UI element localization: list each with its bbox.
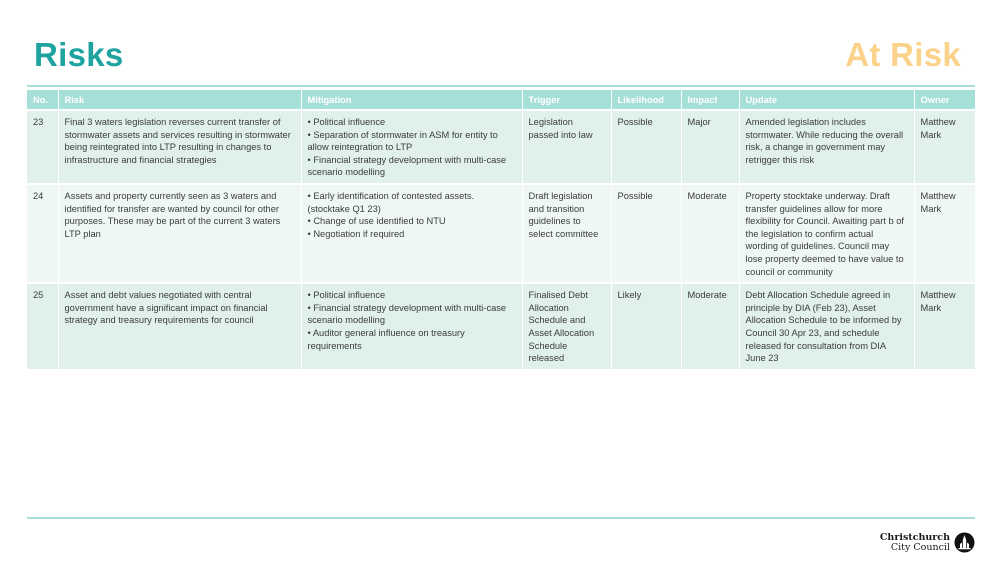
column-header-update: Update — [739, 90, 914, 110]
mitigation-item: • Political influence — [307, 290, 386, 301]
cell-no: 24 — [27, 184, 58, 283]
column-header-owner: Owner — [914, 90, 975, 110]
column-header-trigger: Trigger — [522, 90, 611, 110]
cell-owner: Matthew Mark — [914, 283, 975, 369]
mitigation-item: • Change of use identified to NTU — [307, 216, 446, 227]
cell-owner: Matthew Mark — [914, 184, 975, 283]
cell-update: Debt Allocation Schedule agreed in principle by DIA (Feb 23), Asset Allocation Schedule to be informed by Council 30 Apr 23, and schedule released for consultation from DIA June 23 — [739, 283, 914, 369]
cell-likelihood: Possible — [611, 110, 681, 184]
cell-update: Property stocktake underway. Draft transfer guidelines allow for more flexibility for Council. Awaiting part b of the legislation to confirm actual wording of guidelines. Council may lose property deemed to have value to council or community — [739, 184, 914, 283]
cell-mitigation — [301, 283, 522, 369]
cell-no: 23 — [27, 110, 58, 184]
mitigation-item: • Financial strategy development with multi-case scenario modelling — [307, 154, 507, 178]
status-badge: At Risk — [845, 36, 961, 73]
cell-impact: Moderate — [681, 283, 739, 369]
cell-risk: Asset and debt values negotiated with central government have a significant impact on financial strategy and treasury requirements for council — [58, 283, 301, 369]
cell-risk: Assets and property currently seen as 3 waters and identified for transfer are wanted by council for other purposes. These may be part of the current 3 waters LTP plan — [58, 184, 301, 283]
table-header-row — [27, 90, 975, 110]
cell-owner: Matthew Mark — [914, 110, 975, 184]
logo-line-2: City Council — [890, 541, 950, 553]
column-header-no: No. — [27, 90, 58, 110]
header-divider — [27, 85, 975, 87]
cell-likelihood: Possible — [611, 184, 681, 283]
mitigation-item: • Auditor general influence on treasury requirements — [307, 327, 465, 351]
cell-mitigation — [301, 110, 522, 184]
cell-impact: Major — [681, 110, 739, 184]
mitigation-item: • Financial strategy development with multi-case scenario modelling — [307, 302, 507, 326]
cell-impact: Moderate — [681, 184, 739, 283]
council-logo — [880, 532, 975, 553]
cell-no: 25 — [27, 283, 58, 369]
footer-divider — [27, 517, 975, 519]
cell-likelihood: Likely — [611, 283, 681, 369]
cell-mitigation — [301, 184, 522, 283]
cathedral-emblem-icon — [954, 532, 975, 553]
logo-line-1: Christchurch — [879, 531, 950, 543]
cell-update: Amended legislation includes stormwater. While reducing the overall risk, a change in government may retrigger this risk — [739, 110, 914, 184]
column-header-likelihood: Likelihood — [611, 90, 681, 110]
table-row — [27, 184, 975, 283]
mitigation-item: • Political influence — [307, 117, 386, 127]
page-title: Risks — [34, 36, 124, 73]
mitigation-item: • Negotiation if required — [307, 228, 405, 239]
cell-trigger: Legislation passed into law — [522, 110, 611, 184]
mitigation-item: • Early identification of contested assets. (stocktake Q1 23) — [307, 190, 475, 214]
column-header-risk: Risk — [58, 90, 301, 110]
cell-trigger: Draft legislation and transition guidelines to select committee — [522, 184, 611, 283]
table-row — [27, 283, 975, 369]
column-header-mitigation: Mitigation — [301, 90, 522, 110]
mitigation-item: • Separation of stormwater in ASM for entity to allow reintegration to LTP — [307, 129, 498, 153]
risk-table — [27, 90, 975, 369]
cell-risk: Final 3 waters legislation reverses current transfer of stormwater assets and services resulting in stormwater being reintegrated into LTP resulting in changes to infrastructure and financial strategies — [58, 110, 301, 184]
table-row — [27, 110, 975, 184]
column-header-impact: Impact — [681, 90, 739, 110]
cell-trigger: Finalised Debt Allocation Schedule and Asset Allocation Schedule released — [522, 283, 611, 369]
